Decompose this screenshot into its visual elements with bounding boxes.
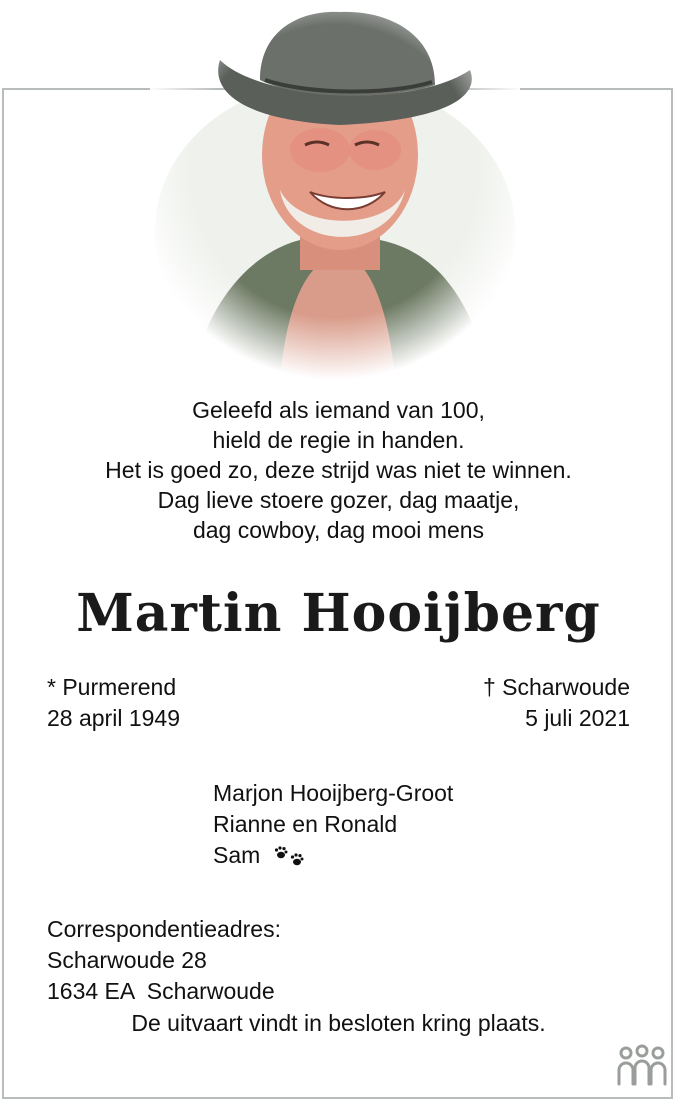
deceased-name: Martin Hooijberg xyxy=(76,583,601,644)
people-icon xyxy=(616,1044,668,1088)
birth-info xyxy=(47,672,180,734)
poem xyxy=(0,395,677,545)
death-info xyxy=(483,672,630,734)
birth-place: * Purmerend xyxy=(47,674,177,700)
address-label: Correspondentieadres: xyxy=(47,916,281,942)
correspondence-address xyxy=(47,914,281,1007)
poem-line: dag cowboy, dag mooi mens xyxy=(192,517,485,543)
family-list xyxy=(213,778,453,871)
family-member: Sam xyxy=(213,842,261,868)
family-member-with-pet xyxy=(213,840,453,871)
family-member: Marjon Hooijberg-Groot xyxy=(213,780,454,806)
poem-line: Het is goed zo, deze strijd was niet te winnen. xyxy=(105,457,572,483)
portrait-photo xyxy=(150,0,520,380)
poem-line: Dag lieve stoere gozer, dag maatje, xyxy=(157,487,520,513)
address-street: Scharwoude 28 xyxy=(47,947,207,973)
birth-date: 28 april 1949 xyxy=(47,705,180,731)
death-date: 5 juli 2021 xyxy=(525,705,630,731)
death-place: † Scharwoude xyxy=(482,674,630,700)
poem-line: Geleefd als iemand van 100, xyxy=(192,397,485,423)
paw-prints-icon xyxy=(273,846,307,868)
funeral-notice: De uitvaart vindt in besloten kring plaats. xyxy=(131,1010,546,1036)
poem-line: hield de regie in handen. xyxy=(212,427,465,453)
address-postal: 1634 EA Scharwoude xyxy=(47,978,275,1004)
family-member: Rianne en Ronald xyxy=(213,811,398,837)
